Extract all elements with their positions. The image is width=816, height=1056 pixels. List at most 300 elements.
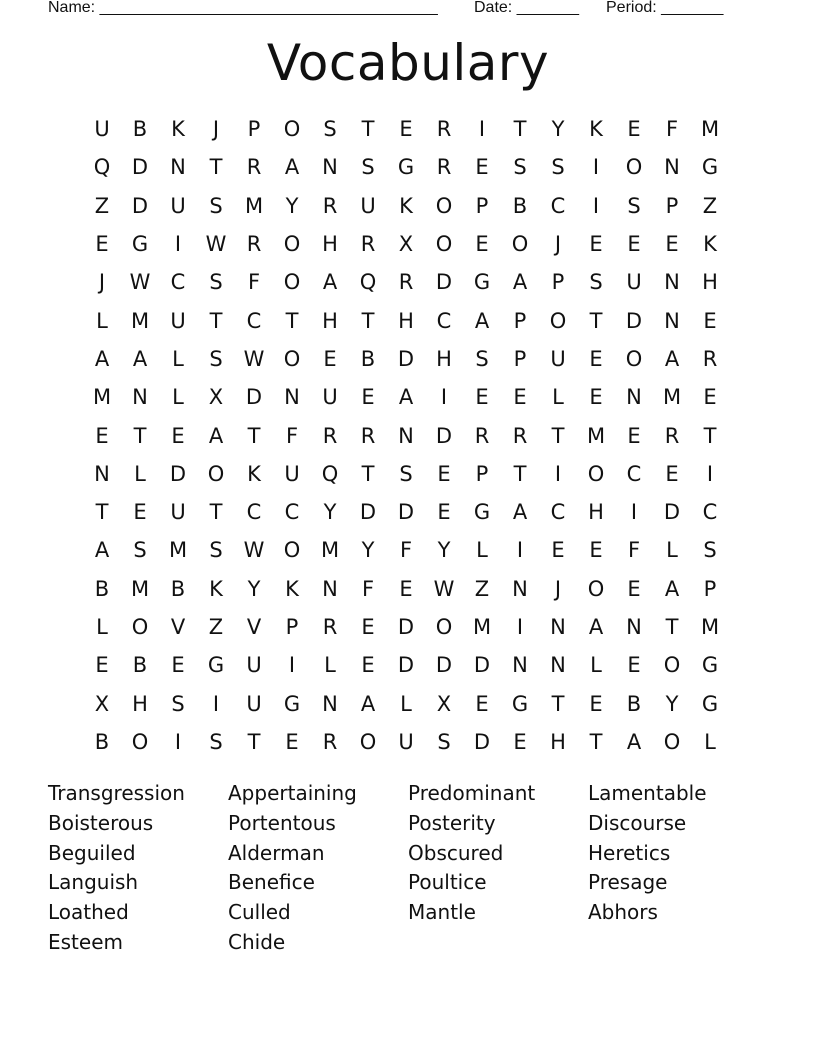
grid-letter[interactable]: P	[551, 270, 565, 295]
grid-letter[interactable]: E	[285, 729, 299, 754]
grid-letter[interactable]: P	[475, 193, 489, 218]
grid-letter[interactable]: P	[513, 308, 527, 333]
grid-letter[interactable]: S	[209, 729, 223, 754]
grid-letter[interactable]: D	[473, 653, 491, 678]
grid-letter[interactable]: T	[589, 308, 603, 333]
grid-letter[interactable]: D	[625, 308, 643, 333]
grid-letter[interactable]: W	[129, 270, 151, 295]
grid-letter[interactable]: M	[168, 538, 188, 563]
grid-letter[interactable]: R	[702, 346, 718, 371]
grid-letter[interactable]: D	[663, 500, 681, 525]
grid-letter[interactable]: S	[209, 346, 223, 371]
grid-letter[interactable]: E	[627, 653, 641, 678]
grid-letter[interactable]: R	[512, 423, 528, 448]
grid-letter[interactable]: S	[551, 155, 565, 180]
grid-letter[interactable]: R	[322, 193, 338, 218]
grid-letter[interactable]: G	[473, 270, 491, 295]
grid-letter[interactable]: T	[551, 423, 565, 448]
grid-letter[interactable]: G	[473, 500, 491, 525]
grid-letter[interactable]: D	[131, 193, 149, 218]
grid-letter[interactable]: T	[513, 117, 527, 142]
grid-letter[interactable]: R	[474, 423, 490, 448]
grid-letter[interactable]: N	[626, 385, 642, 410]
grid-letter[interactable]: T	[247, 729, 261, 754]
grid-letter[interactable]: D	[131, 155, 149, 180]
grid-letter[interactable]: I	[212, 691, 220, 716]
grid-letter[interactable]: C	[550, 193, 566, 218]
grid-letter[interactable]: O	[435, 232, 453, 257]
grid-letter[interactable]: O	[587, 576, 605, 601]
grid-letter[interactable]: E	[323, 346, 337, 371]
grid-letter[interactable]: W	[243, 346, 265, 371]
grid-letter[interactable]: T	[95, 500, 109, 525]
grid-letter[interactable]: A	[94, 538, 110, 563]
grid-letter[interactable]: Y	[665, 691, 679, 716]
grid-letter[interactable]: K	[285, 576, 299, 601]
grid-letter[interactable]: S	[209, 193, 223, 218]
grid-letter[interactable]: U	[170, 193, 186, 218]
grid-letter[interactable]: Y	[247, 576, 261, 601]
grid-letter[interactable]: A	[208, 423, 224, 448]
grid-letter[interactable]: D	[245, 385, 263, 410]
grid-letter[interactable]: E	[475, 232, 489, 257]
grid-letter[interactable]: F	[285, 423, 299, 448]
grid-letter[interactable]: D	[397, 500, 415, 525]
grid-letter[interactable]: G	[207, 653, 225, 678]
grid-letter[interactable]: C	[284, 500, 300, 525]
grid-letter[interactable]: S	[361, 155, 375, 180]
grid-letter[interactable]: T	[589, 729, 603, 754]
grid-letter[interactable]: B	[170, 576, 186, 601]
grid-letter[interactable]: A	[588, 615, 604, 639]
grid-letter[interactable]: L	[96, 615, 108, 639]
grid-letter[interactable]: D	[435, 270, 453, 295]
grid-letter[interactable]: M	[586, 423, 606, 448]
grid-letter[interactable]: S	[399, 461, 413, 486]
grid-letter[interactable]: N	[94, 461, 110, 486]
grid-letter[interactable]: A	[398, 385, 414, 410]
grid-letter[interactable]: T	[209, 155, 223, 180]
grid-letter[interactable]: R	[360, 232, 376, 257]
grid-letter[interactable]: S	[171, 691, 185, 716]
grid-letter[interactable]: S	[133, 538, 147, 563]
grid-letter[interactable]: A	[474, 308, 490, 333]
grid-letter[interactable]: R	[322, 615, 338, 639]
grid-letter[interactable]: S	[627, 193, 641, 218]
grid-letter[interactable]: W	[243, 538, 265, 563]
grid-letter[interactable]: A	[360, 691, 376, 716]
grid-letter[interactable]: M	[92, 385, 112, 410]
grid-letter[interactable]: Y	[551, 117, 565, 142]
grid-letter[interactable]: T	[361, 461, 375, 486]
grid-letter[interactable]: N	[512, 653, 528, 678]
grid-letter[interactable]: K	[589, 117, 603, 142]
grid-letter[interactable]: C	[246, 308, 262, 333]
grid-letter[interactable]: M	[662, 385, 682, 410]
grid-letter[interactable]: H	[132, 691, 148, 716]
grid-letter[interactable]: U	[360, 193, 376, 218]
grid-letter[interactable]: D	[169, 461, 187, 486]
grid-letter[interactable]: I	[554, 461, 562, 486]
grid-letter[interactable]: O	[435, 193, 453, 218]
grid-letter[interactable]: S	[589, 270, 603, 295]
grid-letter[interactable]: Y	[285, 193, 299, 218]
grid-letter[interactable]: E	[437, 500, 451, 525]
grid-letter[interactable]: F	[399, 538, 413, 563]
grid-letter[interactable]: E	[361, 653, 375, 678]
grid-letter[interactable]: E	[361, 615, 375, 639]
grid-letter[interactable]: N	[550, 653, 566, 678]
grid-letter[interactable]: E	[627, 232, 641, 257]
grid-letter[interactable]: G	[701, 155, 719, 180]
grid-letter[interactable]: N	[322, 576, 338, 601]
grid-letter[interactable]: J	[554, 576, 562, 601]
word-list-item: Alderman	[228, 840, 325, 865]
grid-letter[interactable]: E	[399, 117, 413, 142]
grid-letter[interactable]: T	[665, 615, 679, 639]
grid-letter[interactable]: E	[133, 500, 147, 525]
grid-row	[83, 608, 729, 646]
grid-letter[interactable]: G	[131, 232, 149, 257]
grid-letter[interactable]: T	[513, 461, 527, 486]
grid-letter[interactable]: U	[626, 270, 642, 295]
grid-letter[interactable]: C	[626, 461, 642, 486]
grid-letter[interactable]: N	[550, 615, 566, 639]
grid-letter[interactable]: L	[400, 691, 412, 716]
grid-letter[interactable]: A	[664, 346, 680, 371]
grid-letter[interactable]: A	[664, 576, 680, 601]
grid-letter[interactable]: D	[397, 653, 415, 678]
grid-letter[interactable]: N	[322, 155, 338, 180]
grid-letter[interactable]: E	[589, 232, 603, 257]
grid-letter[interactable]: B	[132, 117, 148, 142]
grid-letter[interactable]: P	[513, 346, 527, 371]
grid-letter[interactable]: E	[551, 538, 565, 563]
grid-letter[interactable]: Y	[437, 538, 451, 563]
grid-letter[interactable]: E	[95, 653, 109, 678]
grid-letter[interactable]: K	[399, 193, 413, 218]
grid-letter[interactable]: E	[703, 385, 717, 410]
grid-letter[interactable]: N	[284, 385, 300, 410]
grid-letter[interactable]: G	[283, 691, 301, 716]
grid-letter[interactable]: Y	[323, 500, 337, 525]
grid-letter[interactable]: R	[398, 270, 414, 295]
grid-letter[interactable]: T	[361, 308, 375, 333]
grid-letter[interactable]: E	[95, 232, 109, 257]
grid-letter[interactable]: I	[516, 538, 524, 563]
grid-letter[interactable]: M	[472, 615, 492, 639]
date-field: Date: _______	[474, 0, 579, 16]
grid-letter[interactable]: U	[94, 117, 110, 142]
grid-row	[83, 378, 729, 416]
grid-letter[interactable]: O	[359, 729, 377, 754]
grid-letter[interactable]: M	[700, 117, 720, 142]
grid-letter[interactable]: D	[397, 346, 415, 371]
grid-letter[interactable]: D	[435, 653, 453, 678]
grid-letter[interactable]: A	[322, 270, 338, 295]
grid-letter[interactable]: B	[360, 346, 376, 371]
grid-letter[interactable]: M	[130, 576, 150, 601]
grid-letter[interactable]: L	[552, 385, 564, 410]
grid-letter[interactable]: E	[627, 576, 641, 601]
grid-letter[interactable]: M	[244, 193, 264, 218]
grid-letter[interactable]: W	[433, 576, 455, 601]
grid-letter[interactable]: E	[589, 385, 603, 410]
grid-row	[83, 531, 729, 569]
grid-letter[interactable]: T	[551, 691, 565, 716]
grid-letter[interactable]: N	[664, 308, 680, 333]
grid-row	[83, 570, 729, 608]
grid-letter[interactable]: S	[209, 270, 223, 295]
grid-letter[interactable]: T	[247, 423, 261, 448]
grid-letter[interactable]: T	[209, 500, 223, 525]
grid-letter[interactable]: Q	[359, 270, 377, 295]
grid-letter[interactable]: C	[170, 270, 186, 295]
grid-letter[interactable]: Z	[702, 193, 718, 218]
grid-letter[interactable]: I	[630, 500, 638, 525]
grid-letter[interactable]: N	[664, 155, 680, 180]
grid-letter[interactable]: K	[247, 461, 261, 486]
grid-letter[interactable]: F	[627, 538, 641, 563]
grid-letter[interactable]: I	[592, 155, 600, 180]
grid-letter[interactable]: Y	[361, 538, 375, 563]
grid-letter[interactable]: Q	[321, 461, 339, 486]
grid-letter[interactable]: M	[130, 308, 150, 333]
grid-letter[interactable]: H	[398, 308, 414, 333]
grid-letter[interactable]: O	[625, 155, 643, 180]
grid-letter[interactable]: O	[207, 461, 225, 486]
grid-letter[interactable]: O	[549, 308, 567, 333]
grid-letter[interactable]: H	[436, 346, 452, 371]
grid-letter[interactable]: O	[283, 232, 301, 257]
grid-letter[interactable]: N	[170, 155, 186, 180]
grid-letter[interactable]: L	[666, 538, 678, 563]
grid-letter[interactable]: S	[437, 729, 451, 754]
grid-letter[interactable]: U	[170, 500, 186, 525]
grid-letter[interactable]: Q	[93, 155, 111, 180]
grid-letter[interactable]: N	[626, 615, 642, 639]
grid-letter[interactable]: O	[283, 117, 301, 142]
grid-letter[interactable]: S	[323, 117, 337, 142]
grid-letter[interactable]: F	[247, 270, 261, 295]
grid-letter[interactable]: K	[171, 117, 185, 142]
grid-letter[interactable]: G	[397, 155, 415, 180]
grid-letter[interactable]: U	[246, 653, 262, 678]
grid-letter[interactable]: I	[174, 729, 182, 754]
grid-letter[interactable]: M	[320, 538, 340, 563]
grid-letter[interactable]: D	[435, 423, 453, 448]
grid-letter[interactable]: E	[95, 423, 109, 448]
grid-letter[interactable]: L	[704, 729, 716, 754]
grid-letter[interactable]: X	[94, 691, 110, 716]
grid-letter[interactable]: T	[133, 423, 147, 448]
grid-letter[interactable]: L	[590, 653, 602, 678]
grid-letter[interactable]: R	[664, 423, 680, 448]
grid-letter[interactable]: O	[625, 346, 643, 371]
grid-letter[interactable]: U	[284, 461, 300, 486]
word-list-item: Obscured	[408, 840, 504, 865]
grid-letter[interactable]: F	[361, 576, 375, 601]
grid-letter[interactable]: D	[359, 500, 377, 525]
grid-letter[interactable]: E	[513, 385, 527, 410]
grid-letter[interactable]: J	[98, 270, 106, 295]
grid-letter[interactable]: S	[209, 538, 223, 563]
grid-letter[interactable]: R	[436, 155, 452, 180]
grid-letter[interactable]: E	[513, 729, 527, 754]
grid-letter[interactable]: H	[322, 308, 338, 333]
grid-letter[interactable]: B	[94, 576, 110, 601]
grid-letter[interactable]: E	[589, 691, 603, 716]
grid-letter[interactable]: G	[701, 691, 719, 716]
grid-letter[interactable]: L	[172, 346, 184, 371]
grid-letter[interactable]: L	[96, 308, 108, 333]
grid-letter[interactable]: R	[436, 117, 452, 142]
grid-letter[interactable]: E	[171, 653, 185, 678]
grid-letter[interactable]: D	[397, 615, 415, 639]
grid-letter[interactable]: R	[360, 423, 376, 448]
grid-letter[interactable]: E	[399, 576, 413, 601]
grid-letter[interactable]: B	[512, 193, 528, 218]
grid-letter[interactable]: I	[174, 232, 182, 257]
grid-letter[interactable]: I	[592, 193, 600, 218]
grid-letter[interactable]: E	[475, 691, 489, 716]
grid-letter[interactable]: O	[131, 729, 149, 754]
grid-letter[interactable]: T	[209, 308, 223, 333]
grid-letter[interactable]: F	[665, 117, 679, 142]
grid-letter[interactable]: W	[205, 232, 227, 257]
word-list-item: Languish	[48, 870, 139, 895]
grid-letter[interactable]: O	[283, 346, 301, 371]
grid-letter[interactable]: G	[701, 653, 719, 678]
grid-letter[interactable]: B	[626, 691, 642, 716]
grid-letter[interactable]: R	[246, 155, 262, 180]
grid-letter[interactable]: X	[398, 232, 414, 257]
grid-letter[interactable]: U	[246, 691, 262, 716]
grid-letter[interactable]: T	[361, 117, 375, 142]
grid-letter[interactable]: N	[322, 691, 338, 716]
grid-letter[interactable]: B	[132, 653, 148, 678]
grid-letter[interactable]: R	[322, 423, 338, 448]
grid-letter[interactable]: L	[134, 461, 146, 486]
grid-letter[interactable]: O	[587, 461, 605, 486]
grid-letter[interactable]: C	[436, 308, 452, 333]
grid-letter[interactable]: K	[703, 232, 717, 257]
grid-letter[interactable]: Z	[208, 615, 224, 639]
grid-letter[interactable]: A	[512, 500, 528, 525]
grid-letter[interactable]: A	[626, 729, 642, 754]
grid-letter[interactable]: P	[703, 576, 717, 601]
grid-letter[interactable]: K	[209, 576, 223, 601]
grid-letter[interactable]: M	[700, 615, 720, 639]
grid-letter[interactable]: C	[550, 500, 566, 525]
grid-letter[interactable]: I	[516, 615, 524, 639]
grid-letter[interactable]: Z	[94, 193, 110, 218]
grid-letter[interactable]: A	[132, 346, 148, 371]
grid-letter[interactable]: E	[437, 461, 451, 486]
grid-letter[interactable]: L	[476, 538, 488, 563]
grid-letter[interactable]: C	[246, 500, 262, 525]
grid-letter[interactable]: H	[322, 232, 338, 257]
grid-letter[interactable]: I	[440, 385, 448, 410]
grid-letter[interactable]: P	[475, 461, 489, 486]
grid-letter[interactable]: S	[475, 346, 489, 371]
grid-letter[interactable]: G	[511, 691, 529, 716]
grid-letter[interactable]: S	[513, 155, 527, 180]
grid-letter[interactable]: H	[588, 500, 604, 525]
grid-letter[interactable]: O	[283, 538, 301, 563]
grid-letter[interactable]: I	[706, 461, 714, 486]
grid-letter[interactable]: E	[475, 155, 489, 180]
grid-letter[interactable]: U	[322, 385, 338, 410]
grid-letter[interactable]: L	[324, 653, 336, 678]
grid-letter[interactable]: H	[550, 729, 566, 754]
grid-letter[interactable]: O	[435, 615, 453, 639]
grid-letter[interactable]: L	[172, 385, 184, 410]
grid-letter[interactable]: Z	[474, 576, 490, 601]
grid-row	[83, 110, 729, 148]
grid-letter[interactable]: U	[398, 729, 414, 754]
grid-letter[interactable]: E	[171, 423, 185, 448]
grid-letter[interactable]: O	[511, 232, 529, 257]
grid-letter[interactable]: R	[246, 232, 262, 257]
grid-letter[interactable]: X	[208, 385, 224, 410]
grid-letter[interactable]: V	[246, 615, 262, 639]
grid-letter[interactable]: R	[322, 729, 338, 754]
grid-letter[interactable]: E	[475, 385, 489, 410]
grid-letter[interactable]: N	[512, 576, 528, 601]
grid-letter[interactable]: E	[627, 423, 641, 448]
grid-letter[interactable]: E	[589, 538, 603, 563]
grid-letter[interactable]: J	[554, 232, 562, 257]
grid-letter[interactable]: C	[702, 500, 718, 525]
grid-letter[interactable]: E	[361, 385, 375, 410]
grid-letter[interactable]: O	[131, 615, 149, 639]
grid-letter[interactable]: A	[284, 155, 300, 180]
grid-letter[interactable]: T	[285, 308, 299, 333]
grid-letter[interactable]: B	[94, 729, 110, 754]
grid-letter[interactable]: U	[550, 346, 566, 371]
grid-letter[interactable]: A	[512, 270, 528, 295]
grid-letter[interactable]: E	[703, 308, 717, 333]
grid-letter[interactable]: I	[478, 117, 486, 142]
grid-letter[interactable]: U	[170, 308, 186, 333]
grid-letter[interactable]: E	[589, 346, 603, 371]
grid-letter[interactable]: I	[288, 653, 296, 678]
grid-letter[interactable]: D	[473, 729, 491, 754]
grid-letter[interactable]: N	[398, 423, 414, 448]
grid-letter[interactable]: O	[283, 270, 301, 295]
word-search-grid	[83, 110, 729, 761]
grid-letter[interactable]: J	[212, 117, 220, 142]
grid-letter[interactable]: E	[665, 461, 679, 486]
grid-letter[interactable]: A	[94, 346, 110, 371]
grid-letter[interactable]: E	[665, 232, 679, 257]
grid-letter[interactable]: N	[132, 385, 148, 410]
grid-letter[interactable]: S	[703, 538, 717, 563]
grid-letter[interactable]: N	[664, 270, 680, 295]
word-list-item: Appertaining	[228, 781, 357, 805]
grid-letter[interactable]: H	[702, 270, 718, 295]
grid-letter[interactable]: P	[285, 615, 299, 639]
grid-letter[interactable]: O	[663, 653, 681, 678]
grid-letter[interactable]: V	[170, 615, 186, 639]
grid-letter[interactable]: X	[436, 691, 452, 716]
grid-letter[interactable]: T	[703, 423, 717, 448]
grid-letter[interactable]: O	[663, 729, 681, 754]
grid-letter[interactable]: E	[627, 117, 641, 142]
grid-letter[interactable]: P	[247, 117, 261, 142]
grid-letter[interactable]: P	[665, 193, 679, 218]
